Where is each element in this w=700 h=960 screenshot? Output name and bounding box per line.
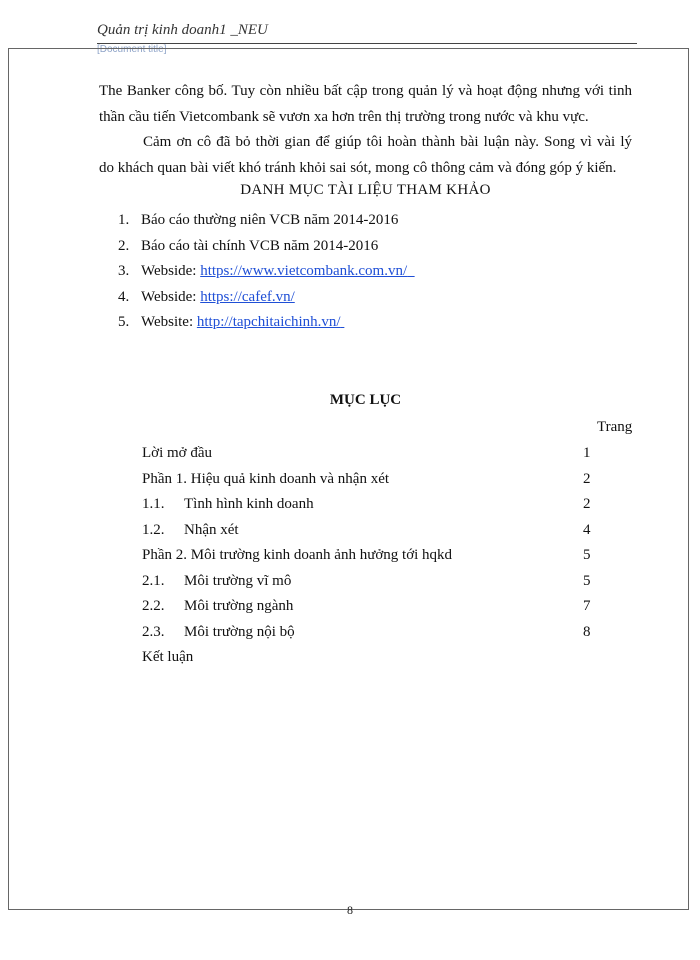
running-header-title: Quản trị kinh doanh1 _NEU	[97, 22, 268, 38]
toc-entry[interactable]	[142, 645, 602, 671]
references-heading: DANH MỤC TÀI LIỆU THAM KHẢO	[240, 182, 491, 198]
reference-prefix: Webside:	[141, 263, 201, 279]
document-title-placeholder[interactable]: [Document title]	[97, 44, 167, 55]
toc-entry[interactable]	[142, 620, 602, 646]
paragraph-line: thần cầu tiến Vietcombank sẽ vươn xa hơn trên thị trường trong nước và khu vực.	[99, 109, 589, 125]
reference-prefix: Website:	[141, 314, 197, 330]
toc-entry-label: Kết luận	[142, 649, 194, 665]
toc-entry-number: 1.2.	[142, 521, 165, 538]
toc-heading: MỤC LỤC	[329, 392, 402, 408]
toc-entry-label: Môi trường vĩ mô	[184, 572, 292, 589]
reference-number: 4.	[118, 288, 130, 305]
toc-entry-page: 2	[583, 470, 591, 487]
toc-page-column-label: Trang	[597, 419, 633, 435]
toc-entry-page: 2	[583, 496, 591, 512]
toc-entry-label: Tình hình kinh doanh	[184, 496, 314, 512]
reference-number: 2.	[118, 237, 130, 254]
toc-entry-number: 2.2.	[142, 598, 165, 614]
toc-entry-label: Nhận xét	[184, 521, 239, 538]
paragraph-line: Cảm ơn cô đã bỏ thời gian để giúp tôi hoàn thành bài luận này. Song vì vài lý	[143, 134, 632, 150]
header-rule	[97, 43, 637, 44]
table-of-contents	[142, 441, 602, 671]
toc-entry-label: Môi trường nội bộ	[184, 623, 295, 640]
toc-entry-page: 5	[583, 572, 591, 589]
page-number: 8	[347, 903, 353, 917]
reference-text: Báo cáo thường niên VCB năm 2014-2016	[141, 212, 399, 228]
references-list	[118, 208, 415, 336]
reference-number: 3.	[118, 263, 130, 279]
reference-item	[118, 234, 415, 260]
toc-entry[interactable]	[142, 492, 602, 518]
cafef-link[interactable]: https://cafef.vn/	[200, 288, 295, 305]
toc-entry[interactable]	[142, 594, 602, 620]
reference-item	[118, 310, 415, 336]
toc-entry-label: Phần 1. Hiệu quả kinh doanh và nhận xét	[142, 470, 390, 487]
toc-entry-page: 4	[583, 521, 591, 538]
link-underline-tail	[341, 314, 345, 330]
toc-entry-page: 5	[583, 547, 591, 563]
paragraph-line: The Banker công bố. Tuy còn nhiều bất cập trong quản lý và hoạt động nhưng với tinh	[99, 83, 632, 99]
toc-entry[interactable]	[142, 441, 602, 467]
toc-entry[interactable]	[142, 569, 602, 595]
toc-entry-number: 2.1.	[142, 572, 165, 589]
reference-item	[118, 259, 415, 285]
reference-number: 1.	[118, 212, 130, 228]
toc-entry-page: 7	[583, 598, 591, 614]
tapchitaichinh-link[interactable]: http://tapchitaichinh.vn/	[196, 314, 341, 330]
link-underline-tail	[407, 263, 415, 279]
toc-entry-number: 2.3.	[142, 623, 165, 640]
reference-number: 5.	[118, 314, 130, 330]
reference-item	[118, 285, 415, 311]
toc-entry[interactable]	[142, 467, 602, 493]
reference-prefix: Webside:	[141, 288, 201, 305]
toc-entry-page: 8	[583, 623, 591, 640]
toc-entry-page: 1	[583, 445, 591, 461]
toc-entry-label: Môi trường ngành	[184, 598, 294, 614]
paragraph-line: do khách quan bài viết khó tránh khỏi sai sót, mong cô thông cảm và đóng góp ý kiến.	[99, 160, 617, 176]
toc-entry[interactable]	[142, 518, 602, 544]
toc-entry-label: Phần 2. Môi trường kinh doanh ảnh hưởng tới hqkd	[142, 547, 453, 563]
reference-item	[118, 208, 415, 234]
toc-entry-number: 1.1.	[142, 496, 165, 512]
toc-entry[interactable]	[142, 543, 602, 569]
reference-text: Báo cáo tài chính VCB năm 2014-2016	[141, 237, 379, 254]
vietcombank-link[interactable]: https://www.vietcombank.com.vn/	[200, 263, 408, 279]
toc-entry-label: Lời mở đầu	[142, 445, 213, 461]
